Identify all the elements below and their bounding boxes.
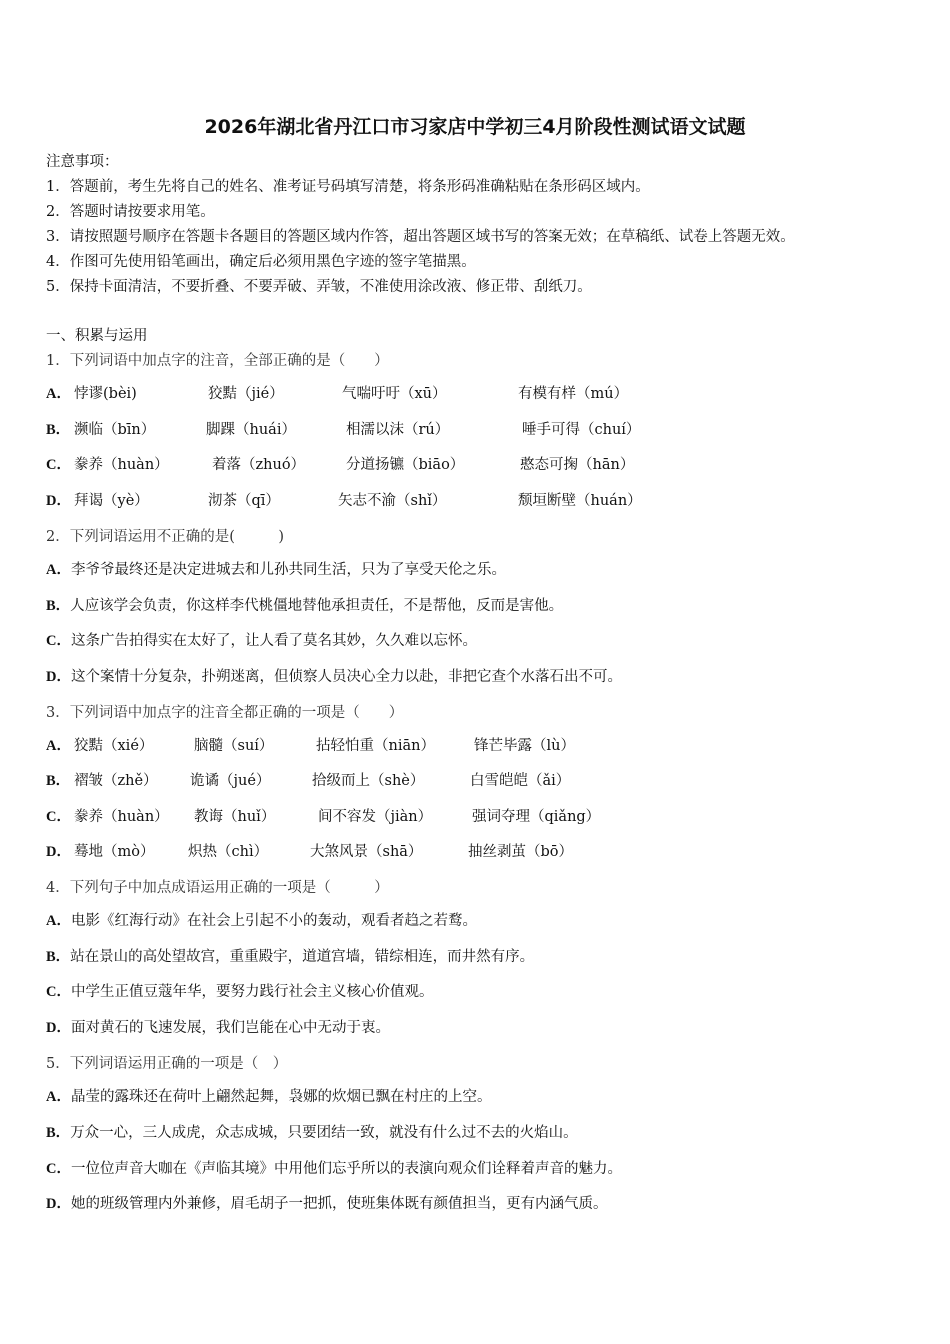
option-text: 一位位声音大咖在《声临其境》中用他们忘乎所以的表演向观众们诠释着声音的魅力。 bbox=[70, 1161, 622, 1177]
option-line bbox=[46, 597, 563, 615]
option-line bbox=[46, 1019, 390, 1037]
option-label: B． bbox=[46, 949, 71, 965]
option-cell: 矢志不渝（shǐ） bbox=[338, 493, 447, 509]
question-stem: 4．下列句子中加点成语运用正确的一项是（ ） bbox=[46, 880, 389, 896]
option-cell: 锋芒毕露（lù） bbox=[474, 738, 575, 754]
page-title: 2026年湖北省丹江口市习家店中学初三4月阶段性测试语文试题 bbox=[204, 116, 746, 138]
option-label: C． bbox=[46, 809, 71, 825]
option-text: 万众一心，三人成虎，众志成城，只要团结一致，就没有什么过不去的火焰山。 bbox=[70, 1125, 578, 1141]
option-text: 这条广告拍得实在太好了，让人看了莫名其妙，久久难以忘怀。 bbox=[70, 633, 477, 649]
option-text: 人应该学会负责，你这样李代桃僵地替他承担责任，不是帮他，反而是害他。 bbox=[70, 598, 564, 614]
option-text: 这个案情十分复杂，扑朔迷离，但侦察人员决心全力以赴，非把它查个水落石出不可。 bbox=[70, 669, 622, 685]
option-cell: 豢养（huàn） bbox=[74, 457, 169, 473]
option-label: D． bbox=[46, 844, 71, 860]
option-cell: 拜谒（yè） bbox=[74, 493, 149, 509]
question-stem: 2．下列词语运用不正确的是( ) bbox=[46, 529, 285, 545]
option-label: C． bbox=[46, 1161, 71, 1177]
option-cell: 拈轻怕重（niān） bbox=[316, 738, 435, 754]
option-cell: 悖谬(bèi) bbox=[74, 386, 137, 402]
option-label: A． bbox=[46, 386, 71, 402]
option-label: D． bbox=[46, 669, 71, 685]
option-cell: 分道扬镳（biāo） bbox=[346, 457, 465, 473]
option-label: B． bbox=[46, 422, 71, 438]
option-cell: 沏茶（qī） bbox=[208, 493, 280, 509]
option-cell: 诡谲（jué） bbox=[190, 773, 271, 789]
option-cell: 褶皱（zhě） bbox=[74, 773, 158, 789]
option-label: C． bbox=[46, 984, 71, 1000]
option-cell: 狡黠（jié） bbox=[208, 386, 284, 402]
option-cell: 炽热（chì） bbox=[188, 844, 269, 860]
option-text: 李爷爷最终还是决定进城去和儿孙共同生活，只为了享受天伦之乐。 bbox=[70, 562, 506, 578]
option-label: B． bbox=[46, 773, 71, 789]
notice-item: 2．答题时请按要求用笔。 bbox=[46, 204, 215, 220]
option-cell: 唾手可得（chuí） bbox=[522, 422, 641, 438]
option-cell: 脑髓（suí） bbox=[194, 738, 274, 754]
option-label: D． bbox=[46, 1196, 71, 1212]
option-label: C． bbox=[46, 457, 71, 473]
option-line bbox=[46, 912, 477, 930]
option-cell: 脚踝（huái） bbox=[206, 422, 296, 438]
option-cell: 濒临（bīn） bbox=[74, 422, 156, 438]
option-label: D． bbox=[46, 493, 71, 509]
notice-item: 1．答题前，考生先将自己的姓名、准考证号码填写清楚，将条形码准确粘贴在条形码区域内。 bbox=[46, 179, 650, 195]
option-cell: 抽丝剥茧（bō） bbox=[468, 844, 574, 860]
option-cell: 强词夺理（qiǎng） bbox=[472, 809, 601, 825]
option-label: A． bbox=[46, 562, 71, 578]
option-line bbox=[46, 983, 433, 1001]
option-cell: 有模有样（mú） bbox=[518, 386, 629, 402]
option-line bbox=[46, 668, 622, 686]
option-line bbox=[46, 1124, 578, 1142]
option-label: B． bbox=[46, 598, 71, 614]
question-stem: 3．下列词语中加点字的注音全都正确的一项是（ ） bbox=[46, 705, 404, 721]
question-stem: 5．下列词语运用正确的一项是（ ） bbox=[46, 1056, 288, 1072]
option-cell: 颓垣断壁（huán） bbox=[518, 493, 642, 509]
option-label: C． bbox=[46, 633, 71, 649]
option-label: A． bbox=[46, 913, 71, 929]
question-stem: 1．下列词语中加点字的注音，全部正确的是（ ） bbox=[46, 353, 389, 369]
option-text: 站在景山的高处望故宫，重重殿宇，道道宫墙，错综相连，而井然有序。 bbox=[70, 949, 535, 965]
option-cell: 拾级而上（shè） bbox=[312, 773, 425, 789]
option-line bbox=[46, 948, 534, 966]
option-cell: 相濡以沫（rú） bbox=[346, 422, 450, 438]
option-cell: 豢养（huàn） bbox=[74, 809, 169, 825]
section-heading: 一、积累与运用 bbox=[46, 328, 148, 344]
notice-heading: 注意事项： bbox=[46, 154, 119, 170]
notice-item: 3．请按照题号顺序在答题卡各题目的答题区域内作答，超出答题区域书写的答案无效；在草稿纸、试卷上答题无效。 bbox=[46, 229, 795, 245]
option-label: A． bbox=[46, 738, 71, 754]
option-cell: 着落（zhuó） bbox=[212, 457, 306, 473]
option-text: 中学生正值豆蔻年华，要努力践行社会主义核心价值观。 bbox=[70, 984, 434, 1000]
option-cell: 大煞风景（shā） bbox=[310, 844, 423, 860]
option-text: 面对黄石的飞速发展，我们岂能在心中无动于衷。 bbox=[70, 1020, 390, 1036]
option-label: B． bbox=[46, 1125, 71, 1141]
option-line bbox=[46, 632, 477, 650]
option-line bbox=[46, 1160, 622, 1178]
option-text: 她的班级管理内外兼修，眉毛胡子一把抓，使班集体既有颜值担当，更有内涵气质。 bbox=[70, 1196, 608, 1212]
notice-item: 5．保持卡面清洁，不要折叠、不要弄破、弄皱，不准使用涂改液、修正带、刮纸刀。 bbox=[46, 279, 592, 295]
option-cell: 气喘吁吁（xū） bbox=[342, 386, 447, 402]
option-text: 电影《红海行动》在社会上引起不小的轰动，观看者趋之若鹜。 bbox=[70, 913, 477, 929]
option-label: D． bbox=[46, 1020, 71, 1036]
option-line bbox=[46, 1195, 607, 1213]
notice-item: 4．作图可先使用铅笔画出，确定后必须用黑色字迹的签字笔描黑。 bbox=[46, 254, 476, 270]
option-cell: 狡黠（xié） bbox=[74, 738, 154, 754]
option-cell: 间不容发（jiàn） bbox=[318, 809, 433, 825]
option-cell: 教诲（huǐ） bbox=[194, 809, 276, 825]
option-line bbox=[46, 1088, 491, 1106]
option-label: A． bbox=[46, 1089, 71, 1105]
option-text: 晶莹的露珠还在荷叶上翩然起舞，袅娜的炊烟已飘在村庄的上空。 bbox=[70, 1089, 492, 1105]
option-cell: 憨态可掬（hān） bbox=[520, 457, 635, 473]
option-cell: 白雪皑皑（ǎi） bbox=[470, 773, 571, 789]
option-cell: 蓦地（mò） bbox=[74, 844, 155, 860]
option-line bbox=[46, 561, 506, 579]
